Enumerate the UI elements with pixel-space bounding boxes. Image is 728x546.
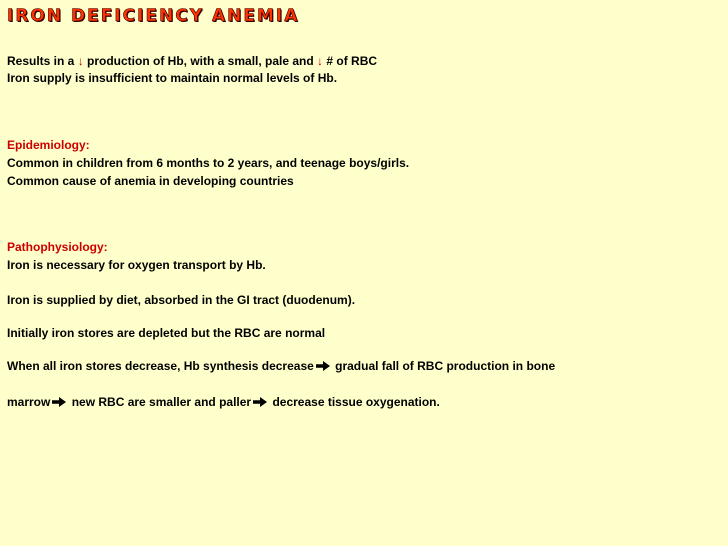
pathophysiology-line-2: Iron is supplied by diet, absorbed in the GI tract (duodenum). [7, 293, 356, 307]
right-arrow-icon [52, 397, 66, 407]
epidemiology-heading: Epidemiology: [7, 138, 90, 152]
pathophysiology-line-1: Iron is necessary for oxygen transport by Hb. [7, 258, 266, 272]
down-arrow-icon: ↓ [77, 54, 84, 68]
pathophysiology-line-5 [7, 395, 440, 409]
intro-line-1 [7, 54, 377, 68]
right-arrow-icon [316, 361, 330, 371]
slide-title: IRON DEFICIENCY ANEMIA [7, 6, 300, 26]
pathophysiology-line-4-part-1: When all iron stores decrease, Hb synthesis decrease [7, 359, 314, 373]
pathophysiology-line-5-part-2: new RBC are smaller and paller [68, 395, 252, 409]
pathophysiology-line-4-part-2: gradual fall of RBC production in bone [331, 359, 556, 373]
pathophysiology-line-5-part-3: decrease tissue oxygenation. [269, 395, 440, 409]
down-arrow-icon: ↓ [317, 54, 324, 68]
intro-line-1-part-2: production of Hb, with a small, pale and [83, 54, 318, 68]
intro-line-1-part-3: # of RBC [323, 54, 378, 68]
pathophysiology-line-4 [7, 359, 555, 373]
epidemiology-line-2: Common cause of anemia in developing countries [7, 174, 294, 188]
intro-line-1-part-1: Results in a [7, 54, 78, 68]
pathophysiology-heading: Pathophysiology: [7, 240, 108, 254]
intro-line-2: Iron supply is insufficient to maintain normal levels of Hb. [7, 71, 338, 85]
epidemiology-line-1: Common in children from 6 months to 2 years, and teenage boys/girls. [7, 156, 410, 170]
pathophysiology-line-5-part-1: marrow [7, 395, 51, 409]
pathophysiology-line-3: Initially iron stores are depleted but the RBC are normal [7, 326, 326, 340]
right-arrow-icon [253, 397, 267, 407]
